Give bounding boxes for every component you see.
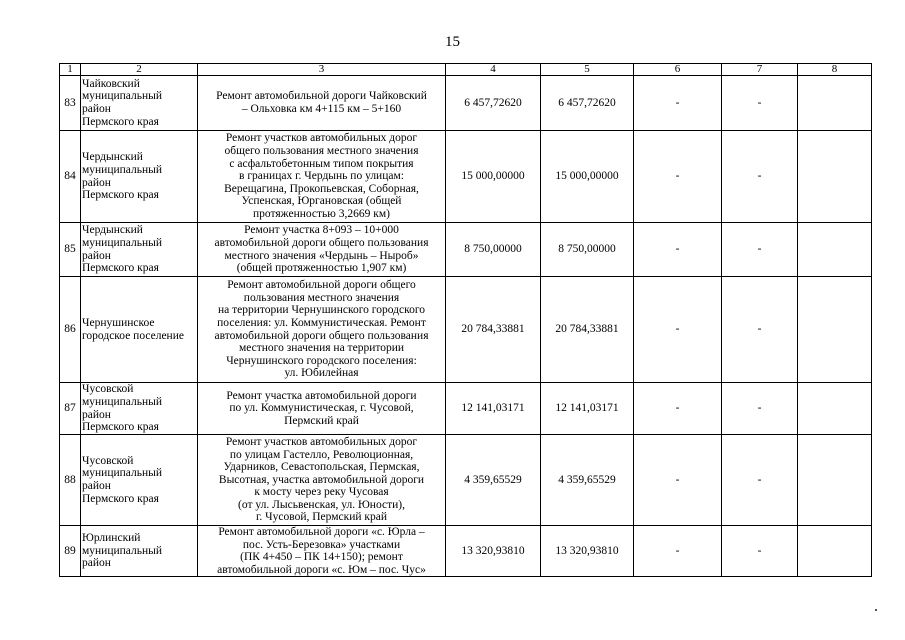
work-description-line: по улицам Гастелло, Революционная, — [229, 448, 414, 461]
municipality-name-line: муниципальный — [82, 544, 163, 557]
municipality-name-line: район — [82, 408, 111, 421]
value-col8 — [798, 223, 872, 277]
municipality-name-line: Пермского края — [82, 189, 159, 202]
work-description-line: ул. Юбилейная — [284, 367, 359, 380]
row-number: 86 — [60, 277, 81, 383]
work-description — [198, 76, 446, 131]
value-col6: - — [634, 277, 722, 383]
column-header: 7 — [722, 64, 798, 76]
municipality-name — [81, 223, 198, 277]
work-description-line: (от ул. Лысьвенская, ул. Юности), — [238, 498, 405, 511]
value-col8 — [798, 526, 872, 577]
value-col8 — [798, 435, 872, 526]
municipality-name-line: Пермского края — [82, 115, 159, 128]
work-description-line: протяженностью 3,2669 км) — [253, 207, 390, 220]
amount-col5: 20 784,33881 — [541, 277, 634, 383]
municipality-name-line: муниципальный — [82, 236, 163, 249]
amount-col5: 6 457,72620 — [541, 76, 634, 131]
amount-col4: 6 457,72620 — [446, 76, 541, 131]
municipality-name-line: район — [82, 480, 111, 492]
work-description-line: местного значения на территории — [238, 342, 405, 355]
value-col7: - — [722, 223, 798, 277]
work-description-line: Чернушинского городского поселения: — [226, 354, 417, 367]
municipality-name-line: Чусовской — [82, 383, 134, 396]
table-row — [60, 131, 872, 223]
municipality-name-line: муниципальный — [82, 163, 163, 176]
work-description-line: на территории Чернушинского городского — [217, 304, 426, 317]
work-description-line: Верещагина, Прокопьевская, Соборная, — [224, 182, 419, 195]
work-description-line: Ремонт участков автомобильных дорог — [225, 435, 418, 448]
work-description — [198, 277, 446, 383]
amount-col4: 4 359,65529 — [446, 435, 541, 526]
value-col7: - — [722, 435, 798, 526]
row-number: 84 — [60, 131, 81, 223]
municipality-name-line: Пермского края — [82, 262, 159, 275]
work-description-line: Высотная, участка автомобильной дороги — [218, 473, 425, 486]
amount-col5: 13 320,93810 — [541, 526, 634, 577]
value-col7: - — [722, 131, 798, 223]
amount-col4: 20 784,33881 — [446, 277, 541, 383]
value-col6: - — [634, 76, 722, 131]
value-col7: - — [722, 383, 798, 435]
work-description-line: Пермский край — [284, 414, 359, 427]
municipality-name-line: городское поселение — [82, 329, 184, 342]
value-col7: - — [722, 76, 798, 131]
value-col6: - — [634, 526, 722, 577]
municipality-name-line: Пермского края — [82, 421, 159, 434]
amount-col4: 13 320,93810 — [446, 526, 541, 577]
amount-col5: 4 359,65529 — [541, 435, 634, 526]
municipality-name — [81, 277, 198, 383]
work-description-line: автомобильной дороги «с. Юм – пос. Чус» — [217, 563, 426, 576]
work-description-line: – Ольховка км 4+115 км – 5+160 — [241, 103, 402, 115]
work-description-line: пользования местного значения — [243, 291, 400, 304]
municipality-name-line: Чайковский — [82, 77, 140, 90]
work-description-line: поселения: ул. Коммунистическая. Ремонт — [217, 316, 426, 329]
municipality-name — [81, 76, 198, 131]
work-description-line: Ремонт автомобильной дороги общего — [227, 279, 416, 292]
row-number: 83 — [60, 76, 81, 131]
work-description-line: к мосту через реку Чусовая — [254, 486, 389, 499]
subsidy-table — [59, 63, 872, 577]
work-description-line: в границах г. Чердынь по улицам: — [239, 170, 404, 183]
table-row — [60, 223, 872, 277]
municipality-name-line: муниципальный — [82, 467, 163, 480]
work-description-line: Ремонт участка автомобильной дороги — [226, 389, 417, 402]
column-header: 1 — [60, 64, 81, 76]
value-col6: - — [634, 131, 722, 223]
municipality-name — [81, 526, 198, 577]
table-row — [60, 277, 872, 383]
work-description-line: Ремонт участка 8+093 – 10+000 — [244, 224, 399, 237]
row-number: 85 — [60, 223, 81, 277]
municipality-name-line: район — [82, 249, 111, 262]
municipality-name-line: Чусовской — [82, 454, 134, 467]
value-col6: - — [634, 383, 722, 435]
column-header: 4 — [446, 64, 541, 76]
work-description-line: Ударников, Севастопольская, Пермская, — [223, 461, 420, 474]
work-description-line: Ремонт автомобильной дороги «с. Юрла – — [218, 526, 425, 538]
value-col8 — [798, 277, 872, 383]
value-col8 — [798, 383, 872, 435]
work-description — [198, 526, 446, 577]
work-description-line: Ремонт участков автомобильных дорог — [225, 132, 418, 145]
work-description-line: общего пользования местного значения — [224, 145, 419, 158]
amount-col5: 12 141,03171 — [541, 383, 634, 435]
work-description-line: Ремонт автомобильной дороги Чайковский — [216, 90, 427, 103]
municipality-name-line: муниципальный — [82, 395, 163, 408]
amount-col5: 15 000,00000 — [541, 131, 634, 223]
page-number: 15 — [445, 34, 460, 50]
value-col6: - — [634, 223, 722, 277]
municipality-name — [81, 435, 198, 526]
amount-col4: 12 141,03171 — [446, 383, 541, 435]
value-col7: - — [722, 526, 798, 577]
work-description-line: по ул. Коммунистическая, г. Чусовой, — [229, 402, 414, 415]
value-col7: - — [722, 277, 798, 383]
amount-col4: 15 000,00000 — [446, 131, 541, 223]
municipality-name — [81, 131, 198, 223]
row-number: 87 — [60, 383, 81, 435]
work-description-line: (ПК 4+450 – ПК 14+150); ремонт — [240, 551, 403, 564]
column-header: 6 — [634, 64, 722, 76]
work-description-line: с асфальтобетонным типом покрытия — [229, 157, 414, 170]
work-description-line: автомобильной дороги общего пользования — [214, 329, 429, 342]
amount-col4: 8 750,00000 — [446, 223, 541, 277]
work-description — [198, 435, 446, 526]
row-number: 88 — [60, 435, 81, 526]
municipality-name-line: район — [82, 176, 111, 189]
table-row — [60, 76, 872, 131]
value-col6: - — [634, 435, 722, 526]
municipality-name — [81, 383, 198, 435]
amount-col5: 8 750,00000 — [541, 223, 634, 277]
value-col8 — [798, 76, 872, 131]
work-description-line: (общей протяженностью 1,907 км) — [236, 262, 407, 275]
work-description — [198, 131, 446, 223]
work-description — [198, 223, 446, 277]
table-row — [60, 435, 872, 526]
municipality-name-line: Пермского края — [82, 492, 159, 505]
municipality-name-line: район — [82, 557, 111, 570]
work-description-line: Успенская, Юргановская (общей — [241, 195, 402, 208]
municipality-name-line: Чернушинское — [82, 316, 155, 329]
work-description-line: автомобильной дороги общего пользования — [214, 236, 429, 249]
work-description-line: местного значения «Чердынь – Ныроб» — [224, 249, 419, 262]
municipality-name-line: муниципальный — [82, 90, 163, 103]
municipality-name-line: Чердынский — [82, 224, 143, 237]
column-header: 2 — [81, 64, 198, 76]
table-row — [60, 526, 872, 577]
column-header: 8 — [798, 64, 872, 76]
row-number: 89 — [60, 526, 81, 577]
scan-speck — [875, 609, 877, 611]
municipality-name-line: Чердынский — [82, 151, 143, 164]
column-header: 3 — [198, 64, 446, 76]
table-row — [60, 383, 872, 435]
column-header: 5 — [541, 64, 634, 76]
work-description — [198, 383, 446, 435]
work-description-line: г. Чусовой, Пермский край — [256, 511, 387, 524]
value-col8 — [798, 131, 872, 223]
column-number-row — [60, 64, 872, 76]
municipality-name-line: Юрлинский — [82, 532, 141, 545]
work-description-line: пос. Усть-Березовка» участками — [242, 538, 401, 551]
municipality-name-line: район — [82, 103, 111, 115]
